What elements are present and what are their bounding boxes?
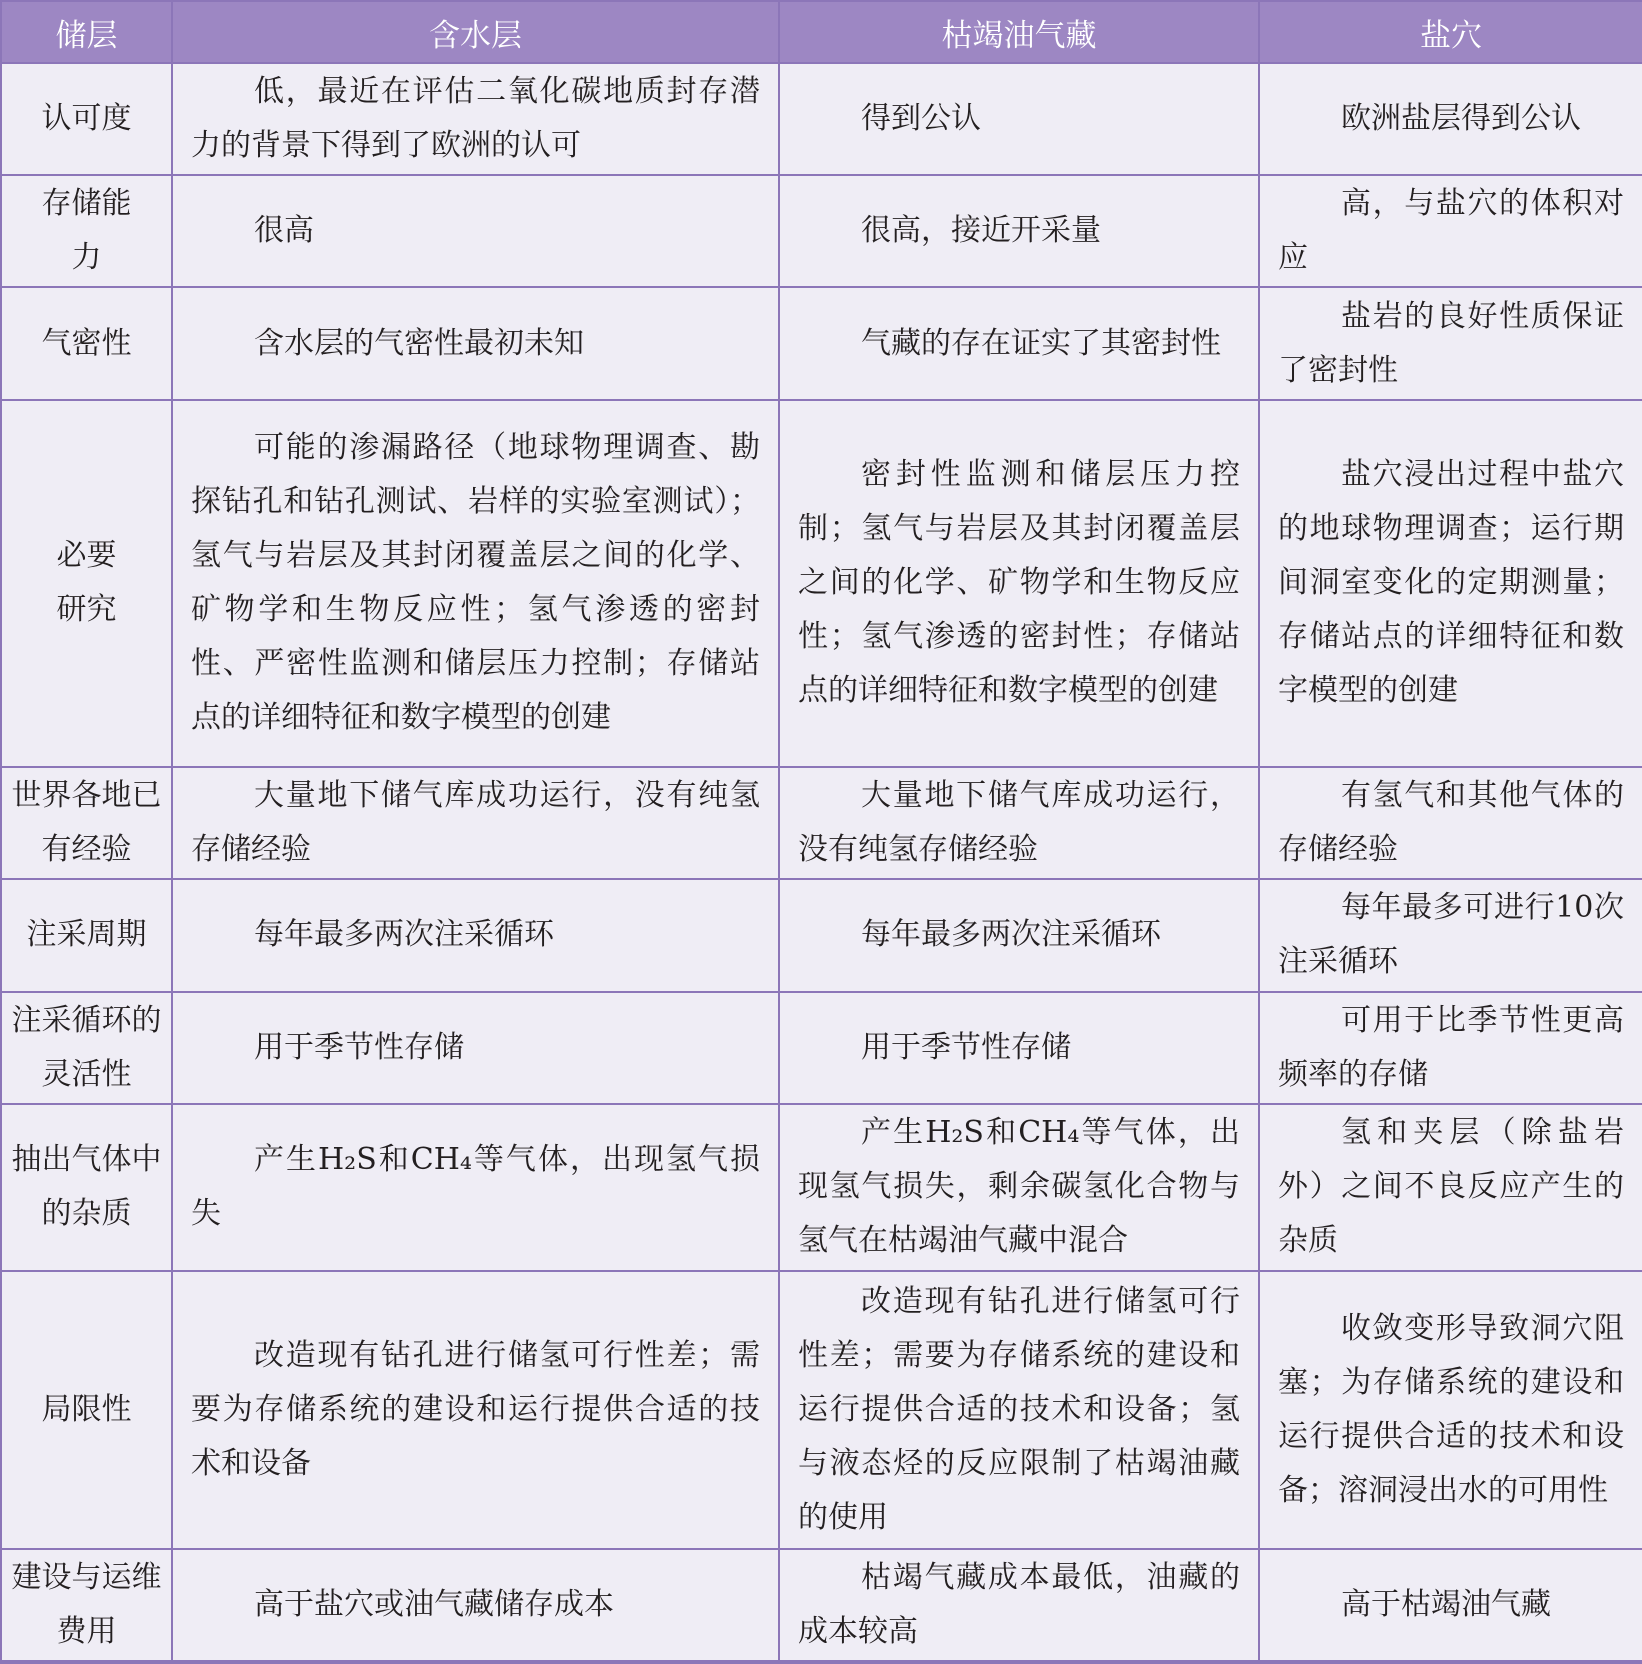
row-label: 存储能力 [1, 175, 172, 287]
table-cell: 高于盐穴或油气藏储存成本 [172, 1549, 779, 1662]
row-label: 抽出气体中的杂质 [1, 1104, 172, 1271]
table-cell: 改造现有钻孔进行储氢可行性差；需要为存储系统的建设和运行提供合适的技术和设备；氢与液态烃的反应限制了枯竭油藏的使用 [779, 1271, 1259, 1549]
table-row [1, 400, 1642, 767]
table-cell: 每年最多两次注采循环 [172, 879, 779, 991]
table-row [1, 992, 1642, 1104]
table-cell: 高于枯竭油气藏 [1259, 1549, 1642, 1662]
table-cell: 盐岩的良好性质保证了密封性 [1259, 287, 1642, 399]
table-cell: 盐穴浸出过程中盐穴的地球物理调查；运行期间洞室变化的定期测量；存储站点的详细特征和数字模型的创建 [1259, 400, 1642, 767]
table-cell: 大量地下储气库成功运行，没有纯氢存储经验 [172, 767, 779, 879]
header-row [1, 1, 1642, 63]
header-aquifer: 含水层 [172, 1, 779, 63]
row-label: 注采循环的灵活性 [1, 992, 172, 1104]
row-label: 注采周期 [1, 879, 172, 991]
table-cell: 用于季节性存储 [172, 992, 779, 1104]
table-row [1, 879, 1642, 991]
table-cell: 有氢气和其他气体的存储经验 [1259, 767, 1642, 879]
table-cell: 高，与盐穴的体积对应 [1259, 175, 1642, 287]
table-cell: 气藏的存在证实了其密封性 [779, 287, 1259, 399]
table-cell: 很高，接近开采量 [779, 175, 1259, 287]
table-cell: 含水层的气密性最初未知 [172, 287, 779, 399]
row-label: 建设与运维费用 [1, 1549, 172, 1662]
table-row [1, 287, 1642, 399]
table-row [1, 175, 1642, 287]
table-cell: 氢和夹层（除盐岩外）之间不良反应产生的杂质 [1259, 1104, 1642, 1271]
table-cell: 产生H₂S和CH₄等气体，出现氢气损失 [172, 1104, 779, 1271]
table-cell: 收敛变形导致洞穴阻塞；为存储系统的建设和运行提供合适的技术和设备；溶洞浸出水的可用性 [1259, 1271, 1642, 1549]
header-salt-cavern: 盐穴 [1259, 1, 1642, 63]
table-row [1, 767, 1642, 879]
table-cell: 欧洲盐层得到公认 [1259, 63, 1642, 175]
table-cell: 改造现有钻孔进行储氢可行性差；需要为存储系统的建设和运行提供合适的技术和设备 [172, 1271, 779, 1549]
table-cell: 产生H₂S和CH₄等气体，出现氢气损失，剩余碳氢化合物与氢气在枯竭油气藏中混合 [779, 1104, 1259, 1271]
table-cell: 低，最近在评估二氧化碳地质封存潜力的背景下得到了欧洲的认可 [172, 63, 779, 175]
table-row [1, 1549, 1642, 1662]
row-label: 局限性 [1, 1271, 172, 1549]
row-label: 气密性 [1, 287, 172, 399]
header-reservoir: 储层 [1, 1, 172, 63]
row-label: 认可度 [1, 63, 172, 175]
table-cell: 很高 [172, 175, 779, 287]
table-cell: 每年最多可进行10次注采循环 [1259, 879, 1642, 991]
table-cell: 可用于比季节性更高频率的存储 [1259, 992, 1642, 1104]
table-cell: 得到公认 [779, 63, 1259, 175]
table-cell: 每年最多两次注采循环 [779, 879, 1259, 991]
table-row [1, 1271, 1642, 1549]
table-cell: 大量地下储气库成功运行，没有纯氢存储经验 [779, 767, 1259, 879]
header-depleted-fields: 枯竭油气藏 [779, 1, 1259, 63]
table-row [1, 63, 1642, 175]
table-cell: 密封性监测和储层压力控制；氢气与岩层及其封闭覆盖层之间的化学、矿物学和生物反应性；氢气渗透的密封性；存储站点的详细特征和数字模型的创建 [779, 400, 1259, 767]
table-cell: 可能的渗漏路径（地球物理调查、勘探钻孔和钻孔测试、岩样的实验室测试）；氢气与岩层及其封闭覆盖层之间的化学、矿物学和生物反应性；氢气渗透的密封性、严密性监测和储层压力控制；存储站点的详细特征和数字模型的创建 [172, 400, 779, 767]
table-cell: 用于季节性存储 [779, 992, 1259, 1104]
table-cell: 枯竭气藏成本最低，油藏的成本较高 [779, 1549, 1259, 1662]
row-label: 世界各地已有经验 [1, 767, 172, 879]
table-row [1, 1104, 1642, 1271]
row-label: 必要研究 [1, 400, 172, 767]
